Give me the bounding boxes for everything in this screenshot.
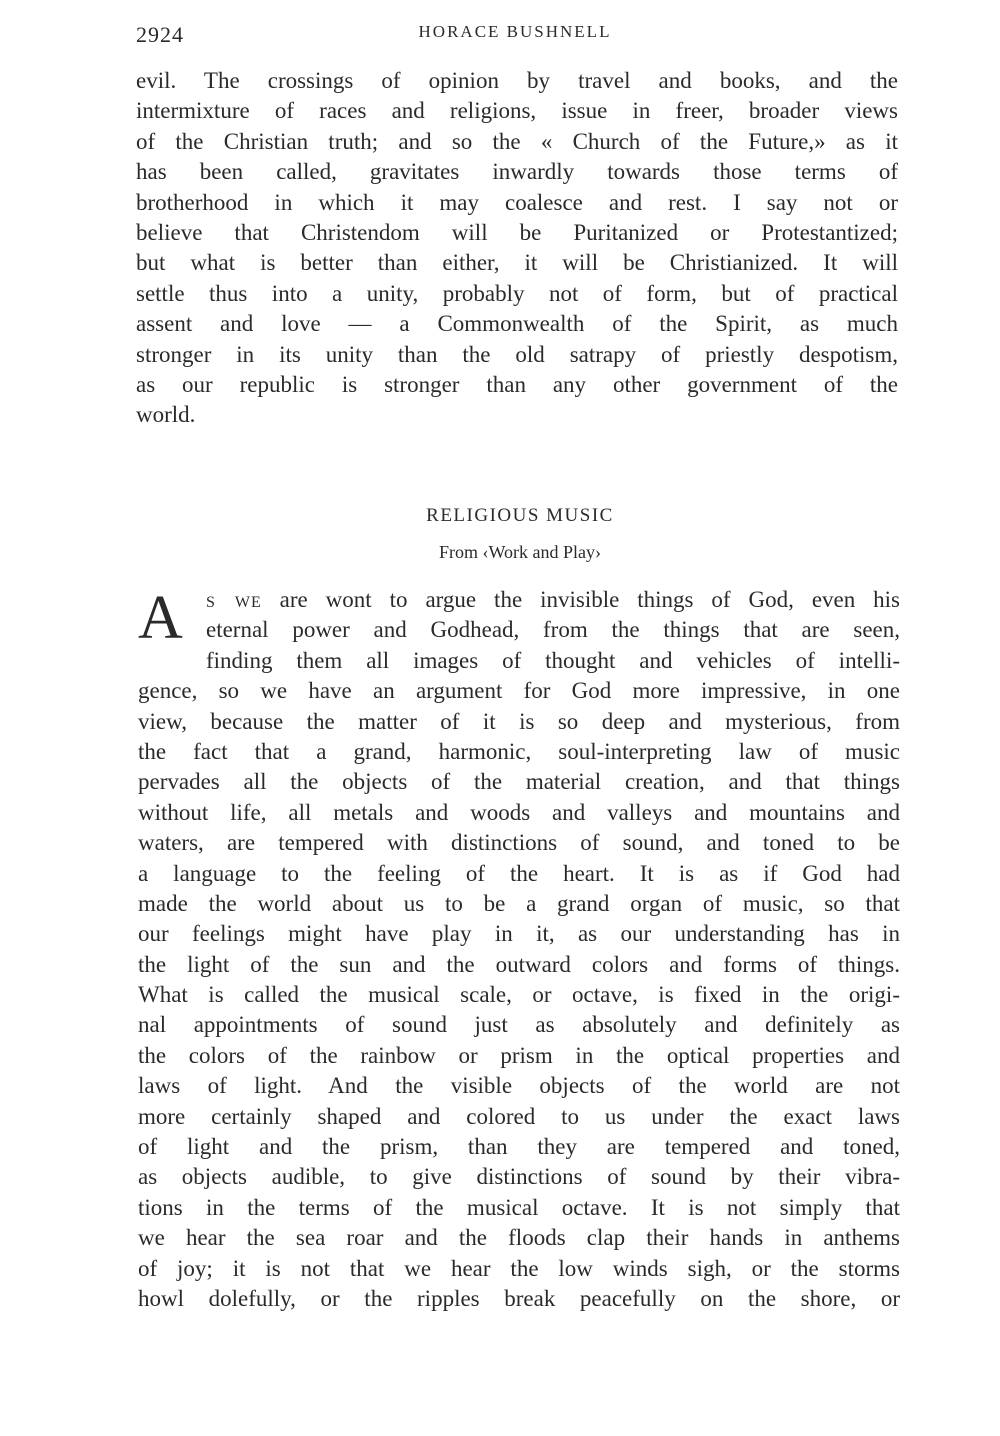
small-caps-opening: s we xyxy=(206,587,262,612)
text-line: believe that Christendom will be Puritanized or Protestantized; xyxy=(136,219,898,245)
text-line: the colors of the rainbow or prism in the optical properties and xyxy=(138,1042,900,1068)
text-line: but what is better than either, it will be Christianized. It will xyxy=(136,250,898,276)
text-line: gence, so we have an argument for God more impressive, in one xyxy=(138,678,900,704)
text-line: assent and love — a Commonwealth of the Spirit, as much xyxy=(136,311,898,337)
section-title: RELIGIOUS MUSIC xyxy=(426,505,614,526)
text-line: tions in the terms of the musical octave. It is not simply that xyxy=(138,1194,900,1220)
text-line: eternal power and Godhead, from the things that are seen, xyxy=(206,617,900,643)
text-line: finding them all images of thought and vehicles of intelli- xyxy=(206,647,900,673)
text-line: of the Christian truth; and so the « Church of the Future,» as it xyxy=(136,128,898,154)
section-source: From ‹Work and Play› xyxy=(438,542,602,562)
text-line: our feelings might have play in it, as our understanding has in xyxy=(138,921,900,947)
text-line: the light of the sun and the outward colors and forms of things. xyxy=(138,951,900,977)
text-line: without life, all metals and woods and valleys and mountains and xyxy=(138,799,900,825)
text-line: more certainly shaped and colored to us under the exact laws xyxy=(138,1103,900,1129)
text-line-rest: are wont to argue the invisible things of God, even his xyxy=(279,587,901,612)
text-line: waters, are tempered with distinctions of sound, and toned to be xyxy=(138,830,900,856)
running-head: HORACE BUSHNELL xyxy=(418,22,612,41)
text-line: of joy; it is not that we hear the low winds sigh, or the storms xyxy=(138,1255,900,1281)
text-line: What is called the musical scale, or octave, is fixed in the origi- xyxy=(138,982,900,1008)
text-line: has been called, gravitates inwardly towards those terms of xyxy=(136,159,898,185)
text-line: laws of light. And the visible objects of the world are not xyxy=(138,1073,900,1099)
text-line: of light and the prism, than they are tempered and toned, xyxy=(138,1134,900,1160)
text-line: brotherhood in which it may coalesce and rest. I say not or xyxy=(136,189,898,215)
text-line: evil. The crossings of opinion by travel and books, and the xyxy=(136,68,898,93)
text-line: made the world about us to be a grand organ of music, so that xyxy=(138,890,900,916)
text-line: as objects audible, to give distinctions of sound by their vibra- xyxy=(138,1164,900,1190)
text-line: intermixture of races and religions, issue in freer, broader views xyxy=(136,98,898,124)
text-line: stronger in its unity than the old satrapy of priestly despotism, xyxy=(136,341,898,367)
page-number: 2924 xyxy=(136,22,184,47)
text-line: world. xyxy=(136,402,196,428)
text-line: as our republic is stronger than any other government of the xyxy=(136,371,898,397)
text-line: the fact that a grand, harmonic, soul-interpreting law of music xyxy=(138,738,900,764)
text-line: we hear the sea roar and the floods clap their hands in anthems xyxy=(138,1225,900,1251)
text-line: settle thus into a unity, probably not of form, but of practical xyxy=(136,280,898,306)
paragraph-2 xyxy=(138,585,900,1314)
drop-cap: A xyxy=(138,584,183,652)
text-line xyxy=(206,585,900,615)
text-line: pervades all the objects of the material creation, and that things xyxy=(138,769,900,795)
paragraph-1 xyxy=(136,66,898,431)
text-line: view, because the matter of it is so deep and mysterious, from xyxy=(138,708,900,734)
text-line: a language to the feeling of the heart. It is as if God had xyxy=(138,860,900,886)
text-line: howl dolefully, or the ripples break peacefully on the shore, or xyxy=(138,1285,900,1311)
text-line: nal appointments of sound just as absolutely and definitely as xyxy=(138,1012,900,1038)
